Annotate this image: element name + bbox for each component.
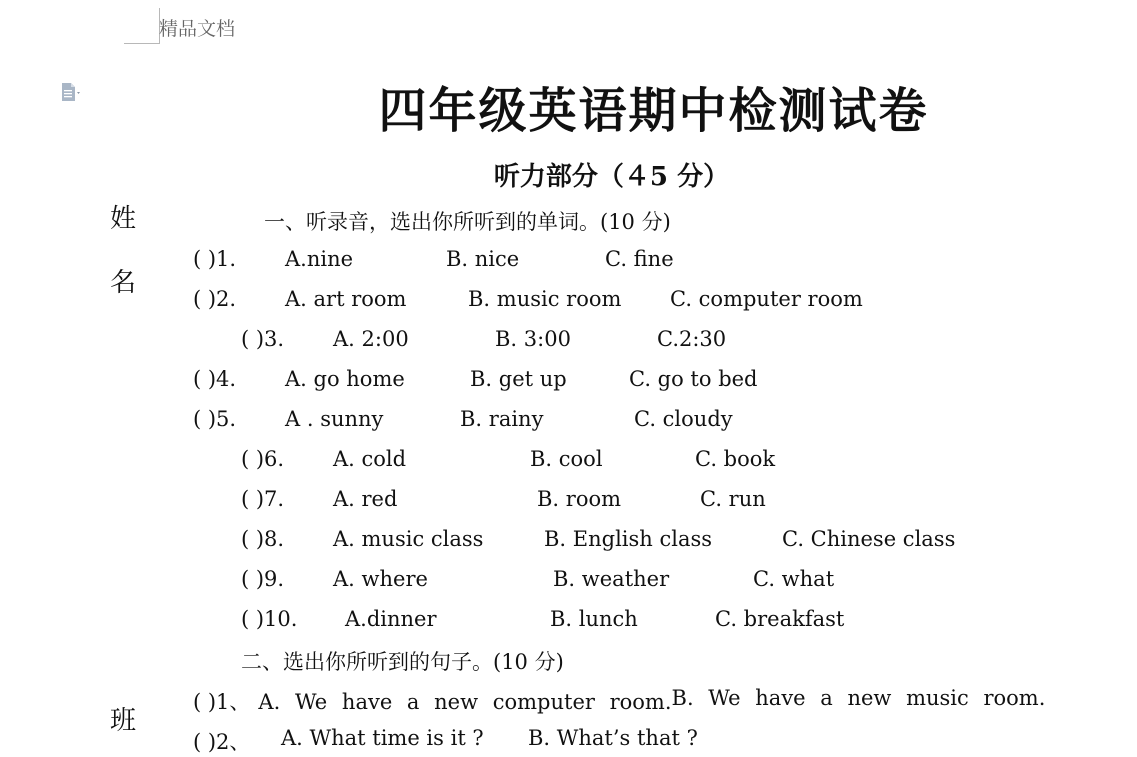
section1-heading: 一、听录音，选出你所听到的单词。(10 分) xyxy=(264,210,671,234)
option-a: A. art room xyxy=(285,287,407,311)
margin-corner-mark xyxy=(124,43,159,44)
side-label-class: 班 xyxy=(110,706,137,736)
question-number: ( )8. xyxy=(241,527,285,551)
option-b: B. cool xyxy=(530,447,603,471)
option-b: B. We have a new music room. xyxy=(671,686,1046,710)
question-number: ( )6. xyxy=(241,447,285,471)
side-label-name: 名 xyxy=(110,268,137,298)
question-number: ( )1、 xyxy=(193,690,251,714)
option-a: A. music class xyxy=(333,527,484,551)
option-c: C. go to bed xyxy=(629,367,758,391)
option-b: B. 3:00 xyxy=(495,327,571,351)
option-b: B. English class xyxy=(544,527,713,551)
question-number: ( )2. xyxy=(193,287,237,311)
option-a: A. What time is it ? xyxy=(281,726,484,750)
option-c: C. cloudy xyxy=(634,407,733,431)
option-a: A.dinner xyxy=(345,607,437,631)
option-a: A. 2:00 xyxy=(333,327,409,351)
section-subtitle: 听力部分（４5 分） xyxy=(493,162,730,192)
option-c: C. book xyxy=(695,447,776,471)
option-b: B. rainy xyxy=(460,407,544,431)
side-label-surname: 姓 xyxy=(110,204,137,234)
question-number: ( )5. xyxy=(193,407,237,431)
option-b: B. weather xyxy=(553,567,670,591)
option-b: B. room xyxy=(537,487,622,511)
question-number: ( )3. xyxy=(241,327,285,351)
question-number: ( )4. xyxy=(193,367,237,391)
option-b: B. What’s that ? xyxy=(528,726,698,750)
option-c: C.2:30 xyxy=(657,327,727,351)
option-b: B. nice xyxy=(446,247,520,271)
option-a: A. go home xyxy=(285,367,405,391)
question-number: ( )1. xyxy=(193,247,237,271)
question-number: ( )9. xyxy=(241,567,285,591)
option-b: B. music room xyxy=(468,287,622,311)
question-number: ( )7. xyxy=(241,487,285,511)
option-a: A. red xyxy=(333,487,398,511)
page-title: 四年级英语期中检测试卷 xyxy=(378,83,929,139)
option-c: C. Chinese class xyxy=(782,527,956,551)
option-a: A. cold xyxy=(333,447,407,471)
option-b: B. lunch xyxy=(550,607,638,631)
option-a: A.nine xyxy=(285,247,354,271)
option-a: A . sunny xyxy=(285,407,384,431)
question-number: ( )10. xyxy=(241,607,298,631)
option-a: A. We have a new computer room. xyxy=(258,690,672,714)
option-c: C. breakfast xyxy=(715,607,845,631)
sentence-question xyxy=(193,686,1046,716)
section2-heading: 二、选出你所听到的句子。(10 分) xyxy=(241,650,564,674)
option-c: C. fine xyxy=(605,247,674,271)
watermark: 精品文档 xyxy=(159,18,236,40)
option-a: A. where xyxy=(333,567,428,591)
option-c: C. what xyxy=(753,567,835,591)
question-number: ( )2、 xyxy=(193,730,251,754)
option-b: B. get up xyxy=(470,367,567,391)
option-c: C. run xyxy=(700,487,766,511)
option-c: C. computer room xyxy=(670,287,863,311)
